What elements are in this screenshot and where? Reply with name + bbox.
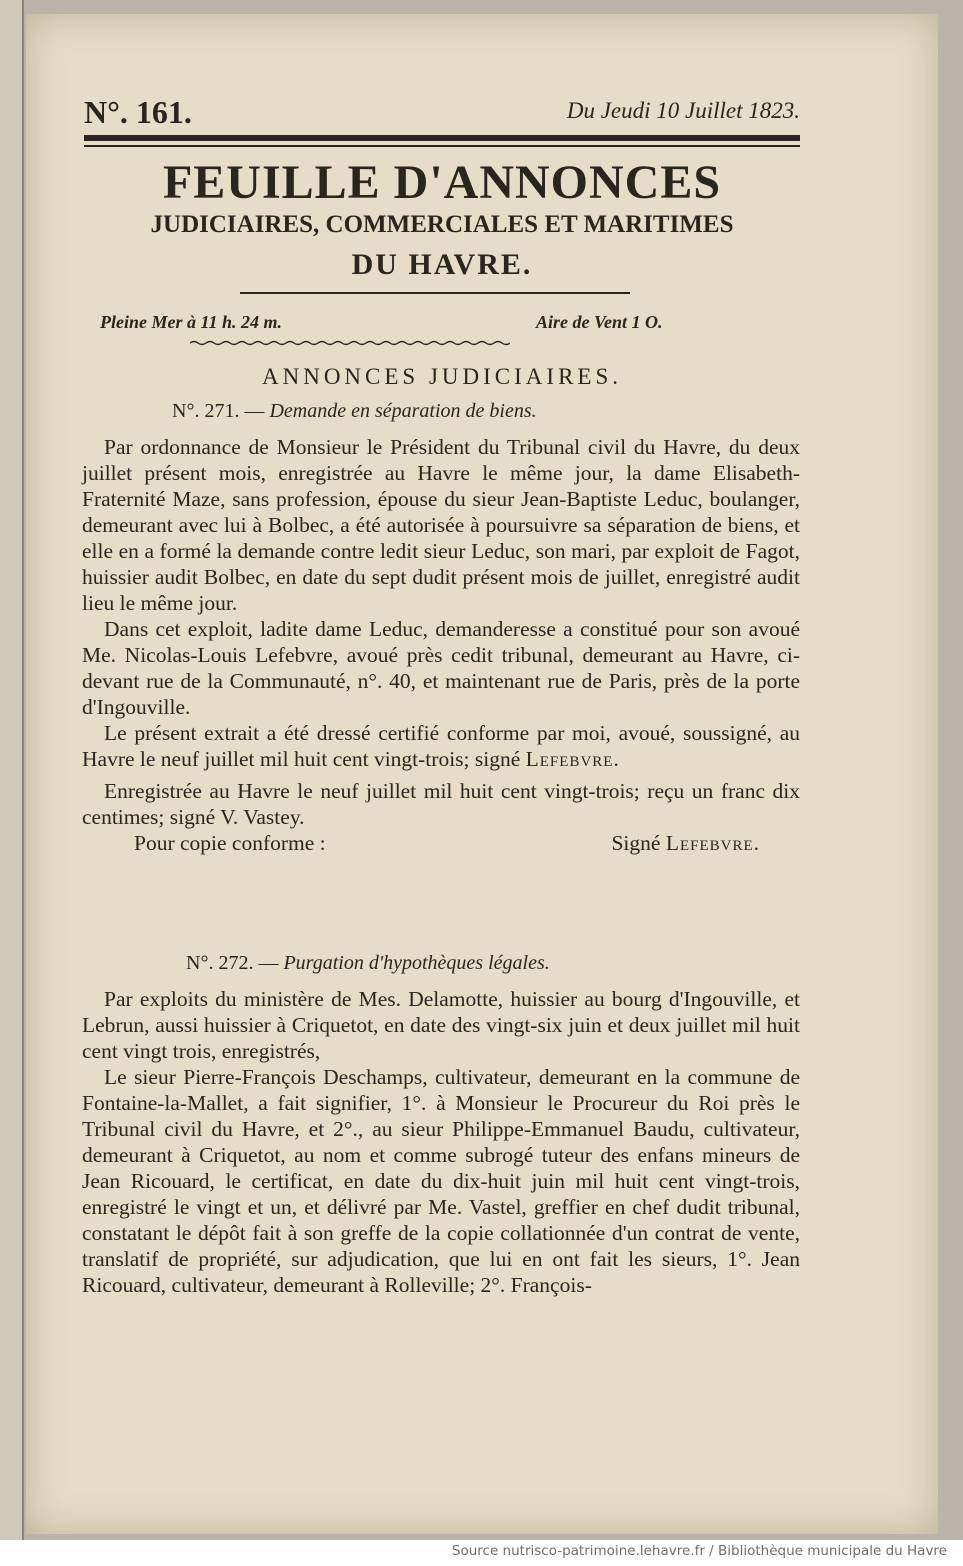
announcement-number: N°. 272. — [186,952,279,974]
announcement-heading [172,400,537,423]
masthead-rule [240,292,630,294]
paragraph: Dans cet exploit, ladite dame Leduc, demanderesse a constitué pour son avoué Me. Nicolas-Louis Lefebvre, avoué près cedit tribunal, demeurant au Havre, ci-devant rue de la Communauté, n°. 40, et maintenant rue de Paris, près de la porte d'Ingouville. [82,617,800,719]
announcement-number: N°. 271. — [172,400,265,422]
issue-header [84,94,800,130]
announcement-heading [186,952,550,975]
announcement-body [82,434,800,856]
paragraph-text: Le présent extrait a été dressé certifié conforme par moi, avoué, soussigné, au Havre le neuf juillet mil huit cent vingt-trois; signé [82,721,800,771]
header-rule-thin [84,145,800,147]
registration-note: Enregistrée au Havre le neuf juillet mil huit cent vingt-trois; reçu un franc dix centimes; signé V. Vastey. [82,779,800,829]
copy-signed [611,830,760,856]
masthead-subtitle: JUDICIAIRES, COMMERCIALES ET MARITIMES [150,211,734,238]
issue-number: N°. 161. [84,94,192,130]
paragraph: Par exploits du ministère de Mes. Delamotte, huissier au bourg d'Ingouville, et Lebrun, aussi huissier à Criquetot, en date des vingt-six juin et deux juillet mil huit cent vingt trois, enregistrés, [82,987,800,1063]
paragraph: Par ordonnance de Monsieur le Président du Tribunal civil du Havre, du deux juillet présent mois, enregistrée au Havre le même jour, la dame Elisabeth-Fraternité Maze, sans profession, épouse du sieur Jean-Baptiste Leduc, boulanger, demeurant avec lui à Bolbec, a été autorisée à poursuivre sa séparation de biens, et elle en a formé la demande contre ledit sieur Leduc, son mari, par exploit de Fagot, huissier audit Bolbec, en date du sept dudit présent mois de juillet, enregistré audit lieu le même jour. [82,435,800,615]
issue-date: Du Jeudi 10 Juillet 1823. [566,98,800,123]
copy-signer-name: Lefebvre. [665,831,760,855]
masthead-city: DU HAVRE. [351,248,533,281]
paragraph: Le sieur Pierre-François Deschamps, cultivateur, demeurant en la commune de Fontaine-la-Mallet, a fait signifier, 1°. à Monsieur le Procureur du Roi près le Tribunal civil du Havre, et 2°., au sieur Philippe-Emmanuel Baudu, cultivateur, demeurant à Criquetot, au nom et comme subrogé tuteur des enfans mineurs de Jean Ricouard, le certificat, en date du dix-huit juin mil huit cent vingt-trois, enregistré le vingt et un, et délivré par Me. Vastel, greffier en chef dudit tribunal, constatant le dépôt fait à son greffe de la copie collationnée d'un contrat de vente, translatif de propriété, sur adjudication, que lui en ont fait les sieurs, 1°. Jean Ricouard, cultivateur, demeurant à Rolleville; 2°. François- [82,1065,800,1297]
wind-info: Aire de Vent 1 O. [536,312,663,332]
header-rule-thick [84,135,800,141]
signature-name: Lefebvre. [525,747,620,771]
ornamental-rule [190,340,510,346]
announcement-title: Purgation d'hypothèques légales. [283,952,550,974]
masthead-title: FEUILLE D'ANNONCES [162,156,722,209]
copy-signed-word: Signé [611,831,661,855]
adjacent-page-edge [0,0,24,1540]
copy-signature-row [82,830,800,856]
tide-info: Pleine Mer à 11 h. 24 m. [100,312,283,332]
copy-label: Pour copie conforme : [134,831,326,855]
section-title: ANNONCES JUDICIAIRES. [261,364,622,389]
paragraph [82,720,800,772]
announcement-body [82,986,800,1298]
announcement-title: Demande en séparation de biens. [269,400,537,422]
source-credit: Source nutrisco-patrimoine.lehavre.fr / Bibliothèque municipale du Havre [451,1543,947,1559]
